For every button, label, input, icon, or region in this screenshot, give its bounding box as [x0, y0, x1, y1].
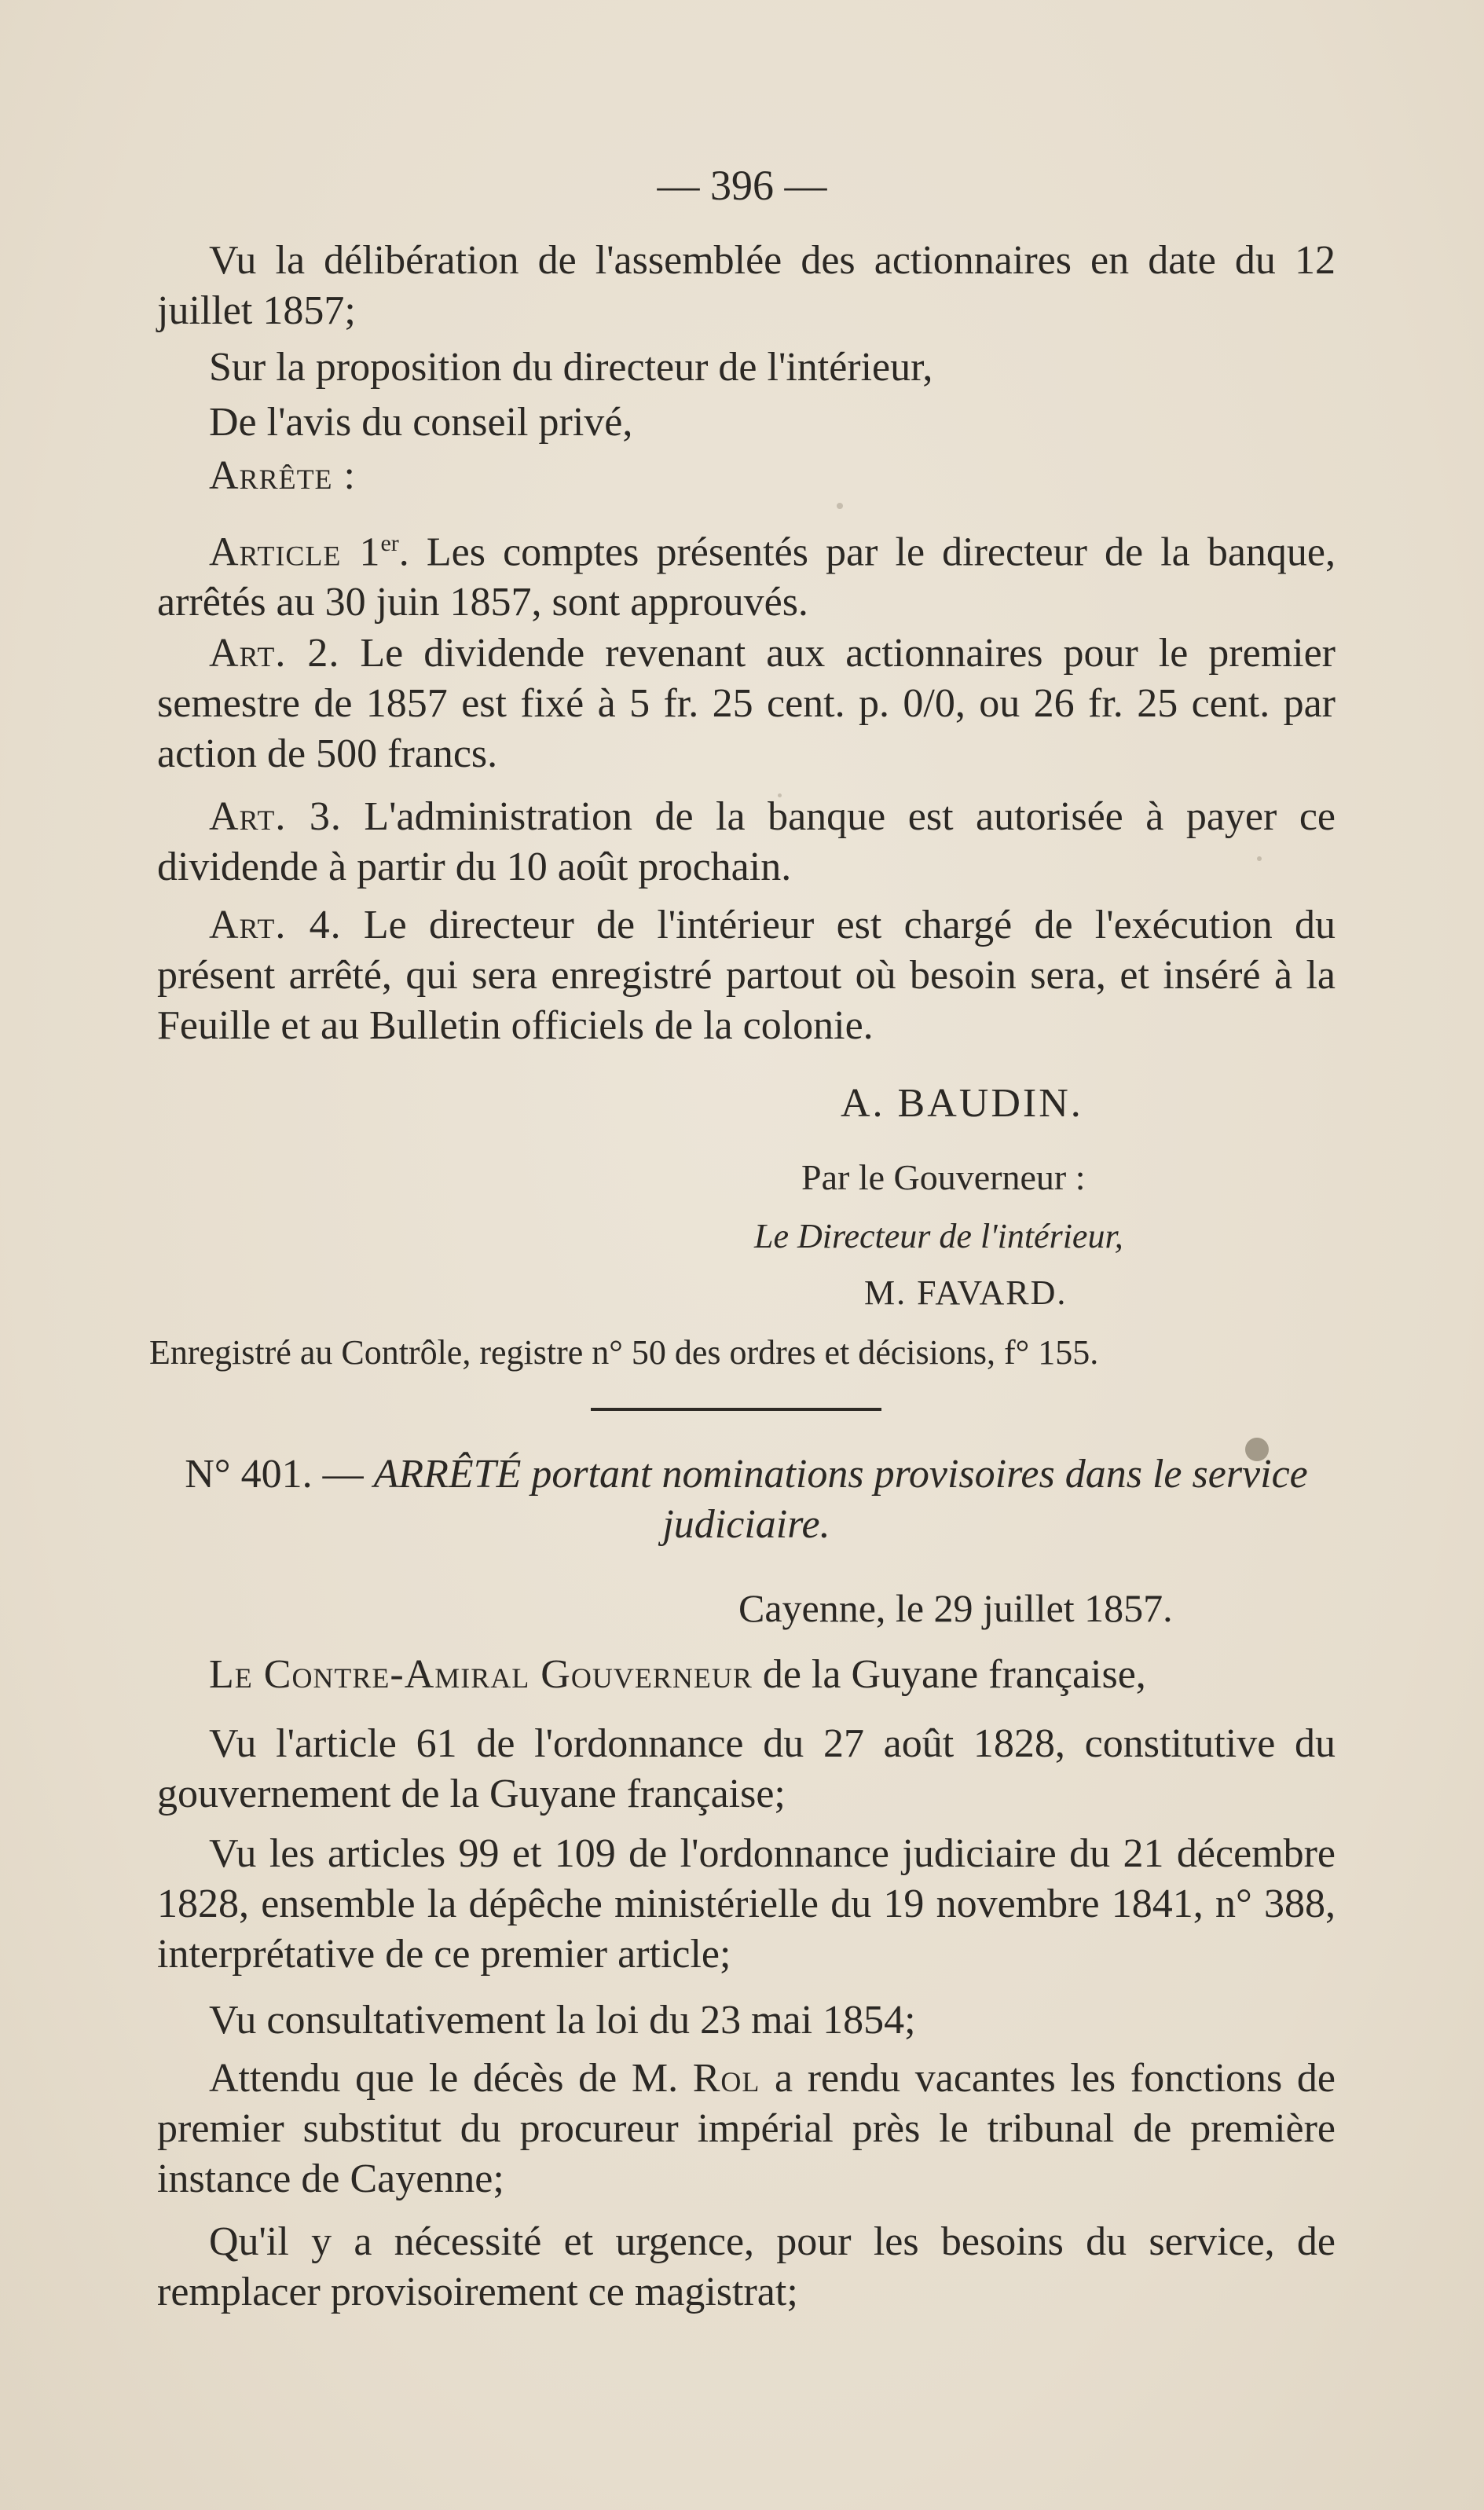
paragraph-quil: Qu'il y a nécessité et urgence, pour les besoins du service, de remplacer provisoirement ce magistrat; [157, 2219, 1336, 2314]
paragraph-articles-99-109: Vu les articles 99 et 109 de l'ordonnance judiciaire du 21 décembre 1828, ensemble la dépêche ministérielle du 19 novembre 1841, n° 388, interprétative de ce premier article; [157, 1831, 1336, 1977]
paragraph-deliberation: Vu la délibération de l'assemblée des actionnaires en date du 12 juillet 1857; [157, 238, 1336, 333]
gouverneur-text: de la Guyane française, [752, 1652, 1146, 1697]
article-2 [157, 628, 1336, 779]
article-2-text: Le dividende revenant aux actionnaires pour le premier semestre de 1857 est fixé à 5 fr. 25 cent. p. 0/0, ou 26 fr. 25 cent. par action de 500 francs. [157, 631, 1336, 776]
paragraph-article-61: Vu l'article 61 de l'ordonnance du 27 août 1828, constitutive du gouvernement de la Guyane française; [157, 1721, 1336, 1816]
heading-title: ARRÊTÉ portant nominations provisoires dans le service judiciaire. [373, 1452, 1308, 1547]
paper-speck [1257, 856, 1262, 861]
article-1-sup: er [380, 530, 399, 556]
article-4-label: Art. 4. [209, 903, 342, 947]
gouverneur-line [157, 1650, 1336, 1700]
heading-number: N° 401. — [185, 1452, 364, 1497]
section-divider [591, 1408, 881, 1411]
article-2-label: Art. 2. [209, 631, 340, 676]
date-line: Cayenne, le 29 juillet 1857. [738, 1586, 1173, 1630]
article-3 [157, 792, 1336, 892]
paragraph-attendu [157, 2054, 1336, 2204]
article-1-label: Article 1 [209, 529, 381, 575]
signature-favard: M. FAVARD. [864, 1273, 1068, 1312]
ink-blot [1245, 1438, 1269, 1461]
section-heading [157, 1449, 1336, 1550]
attendu-name: Rol [692, 2056, 760, 2101]
article-1-text: . Les comptes présentés par le directeur de la banque, arrêtés au 30 juin 1857, sont approuvés. [157, 529, 1336, 625]
gouverneur-label: Le Contre-Amiral Gouverneur [209, 1652, 753, 1697]
attendu-pre: Attendu que le décès de M. [209, 2056, 693, 2101]
article-3-text: L'administration de la banque est autorisée à payer ce dividende à partir du 10 août prochain. [157, 794, 1336, 889]
paper-speck [837, 503, 843, 509]
signature-name: A. BAUDIN. [841, 1081, 1083, 1126]
enregistre-line: Enregistré au Contrôle, registre n° 50 des ordres et décisions, f° 155. [149, 1333, 1099, 1372]
paper-speck [778, 793, 782, 797]
signature-directeur: Le Directeur de l'intérieur, [754, 1217, 1123, 1255]
arrete-text: Arrête : [209, 453, 356, 498]
arrete-label [157, 451, 1336, 501]
article-4-text: Le directeur de l'intérieur est chargé de l'exécution du présent arrêté, qui sera enregistré partout où besoin sera, et inséré à la Feuille et au Bulletin officiels de la colonie. [157, 903, 1336, 1048]
paragraph-proposition: Sur la proposition du directeur de l'intérieur, [209, 345, 933, 390]
attendu-post: a rendu vacantes les fonctions de premier substitut du procureur impérial près le tribunal de première instance de Cayenne; [157, 2056, 1336, 2201]
paragraph-loi-1854: Vu consultativement la loi du 23 mai 1854; [209, 1998, 916, 2043]
article-4 [157, 900, 1336, 1051]
article-1 [157, 518, 1336, 628]
paragraph-avis: De l'avis du conseil privé, [209, 400, 633, 445]
signature-par: Par le Gouverneur : [801, 1157, 1086, 1197]
article-3-label: Art. 3. [209, 794, 342, 839]
page-number: — 396 — [657, 162, 827, 209]
